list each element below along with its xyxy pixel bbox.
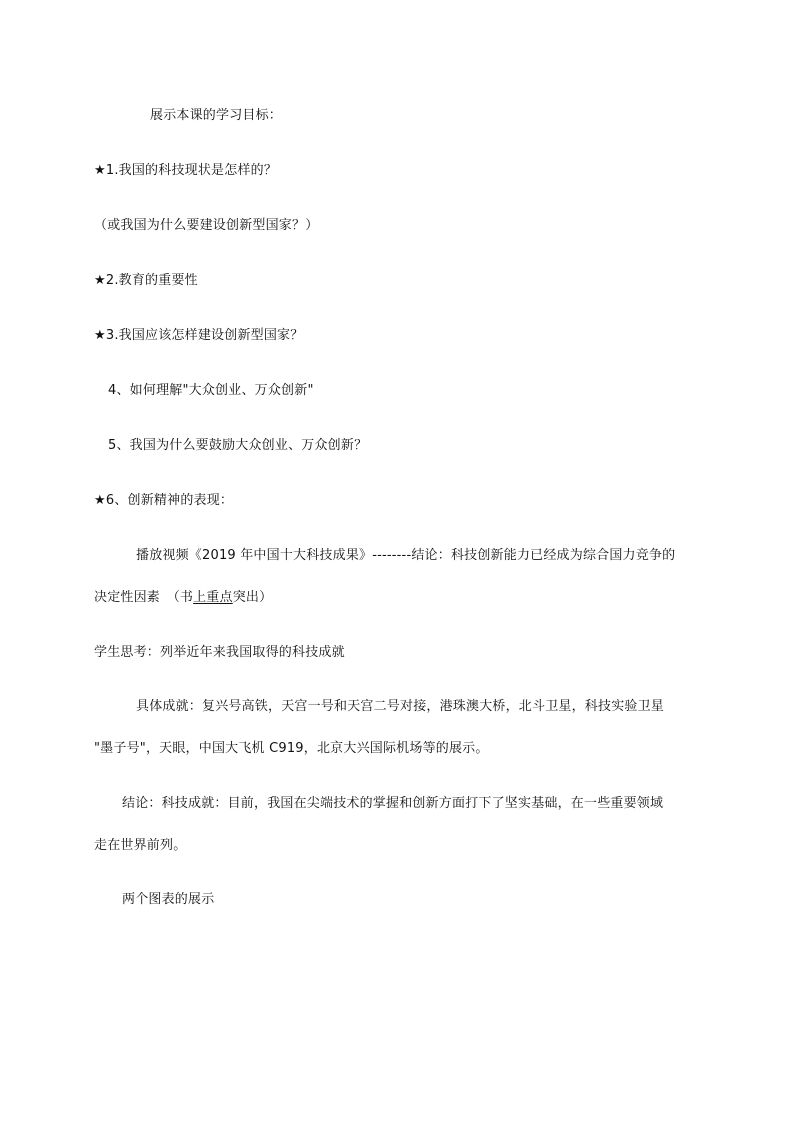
goal-item-4: 4、如何理解"大众创业、万众创新" [108,383,314,398]
conclusion-line1: 结论：科技成就：目前，我国在尖端技术的掌握和创新方面打下了坚实基础，在一些重要领域 [122,796,664,811]
goal-item-3: ★3.我国应该怎样建设创新型国家？ [94,328,304,343]
goal-item-5: 5、我国为什么要鼓励大众创业、万众创新？ [108,438,368,453]
goal-item-1-alt: （或我国为什么要建设创新型国家？） [94,218,319,233]
goals-heading: 展示本课的学习目标： [150,108,283,123]
video-paragraph-line2-underlined: 上重点 [193,590,233,605]
student-thinking: 学生思考：列举近年来我国取得的科技成就 [94,645,345,660]
achievements-line2: "墨子号"，天眼，中国大飞机 C919，北京大兴国际机场等的展示。 [94,741,489,756]
video-paragraph-line1: 播放视频《2019 年中国十大科技成果》--------结论：科技创新能力已经成为综合国力竞争的 [136,548,676,563]
conclusion-line2: 走在世界前列。 [94,838,187,853]
video-paragraph-line2-prefix: 决定性因素 （书 [94,590,194,605]
goal-item-6: ★6、创新精神的表现： [94,493,234,508]
goal-item-2: ★2.教育的重要性 [94,273,198,288]
charts-note: 两个图表的展示 [122,892,215,907]
achievements-line1: 具体成就：复兴号高铁，天宫一号和天宫二号对接，港珠澳大桥，北斗卫星，科技实验卫星 [136,699,665,714]
video-paragraph-line2-suffix: 突出） [232,590,273,605]
goal-item-1: ★1.我国的科技现状是怎样的？ [94,163,278,178]
video-paragraph-line2 [94,590,272,606]
